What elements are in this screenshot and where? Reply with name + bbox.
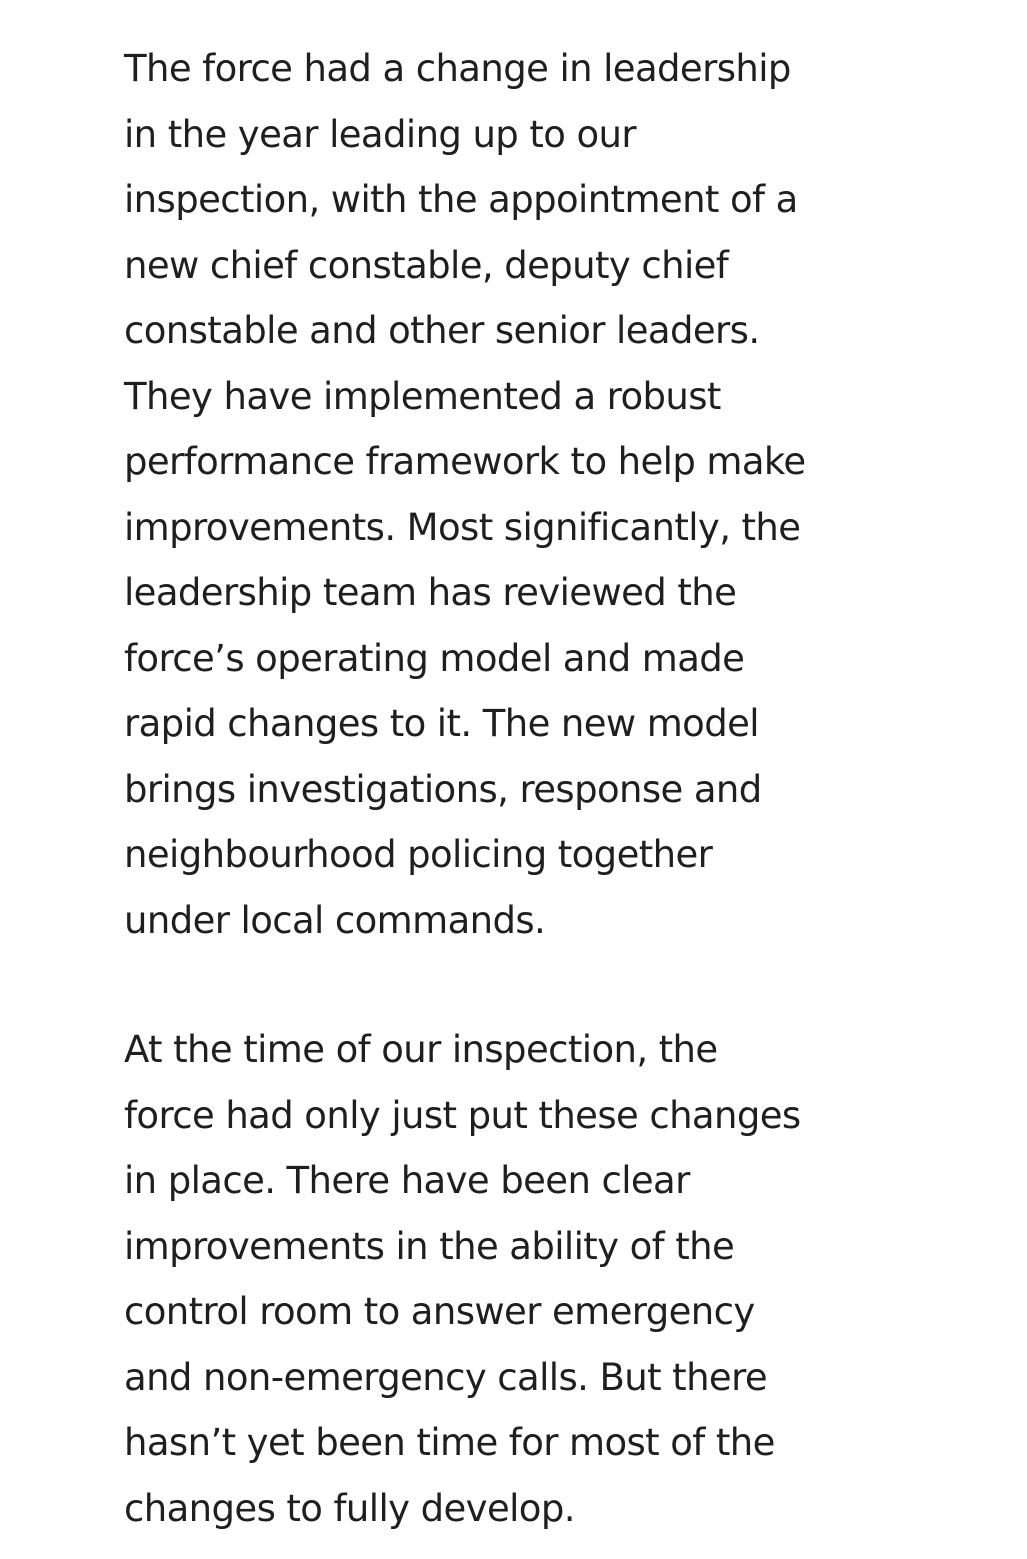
text-line: leadership team has reviewed the [124,571,737,614]
text-line: in place. There have been clear [124,1159,690,1202]
paragraph-spacer [124,953,884,1017]
text-line: under local commands. [124,898,546,942]
paragraph-inspection [124,1017,884,1541]
text-line: new chief constable, deputy chief [124,243,729,287]
text-line: improvements. Most significantly, the [124,505,801,549]
article-body [124,36,884,1541]
text-line: force had only just put these changes [124,1093,801,1137]
text-line: rapid changes to it. The new model [124,702,759,745]
text-line: neighbourhood policing together [124,833,713,876]
text-line: They have implemented a robust [124,374,721,418]
text-line: changes to fully develop. [124,1486,575,1530]
text-line: inspection, with the appointment of a [124,178,798,221]
text-line: improvements in the ability of the [124,1224,735,1268]
text-line: At the time of our inspection, the [124,1028,718,1071]
text-line: brings investigations, response and [124,767,762,811]
text-line: performance framework to help make [124,440,806,483]
text-line: The force had a change in leadership [124,47,791,90]
text-line: force’s operating model and made [124,636,745,680]
text-line: control room to answer emergency [124,1290,755,1333]
paragraph-leadership [124,36,884,953]
text-line: in the year leading up to our [124,112,636,156]
text-line: hasn’t yet been time for most of the [124,1421,775,1464]
text-line: constable and other senior leaders. [124,309,760,352]
text-line: and non-emergency calls. But there [124,1355,768,1399]
